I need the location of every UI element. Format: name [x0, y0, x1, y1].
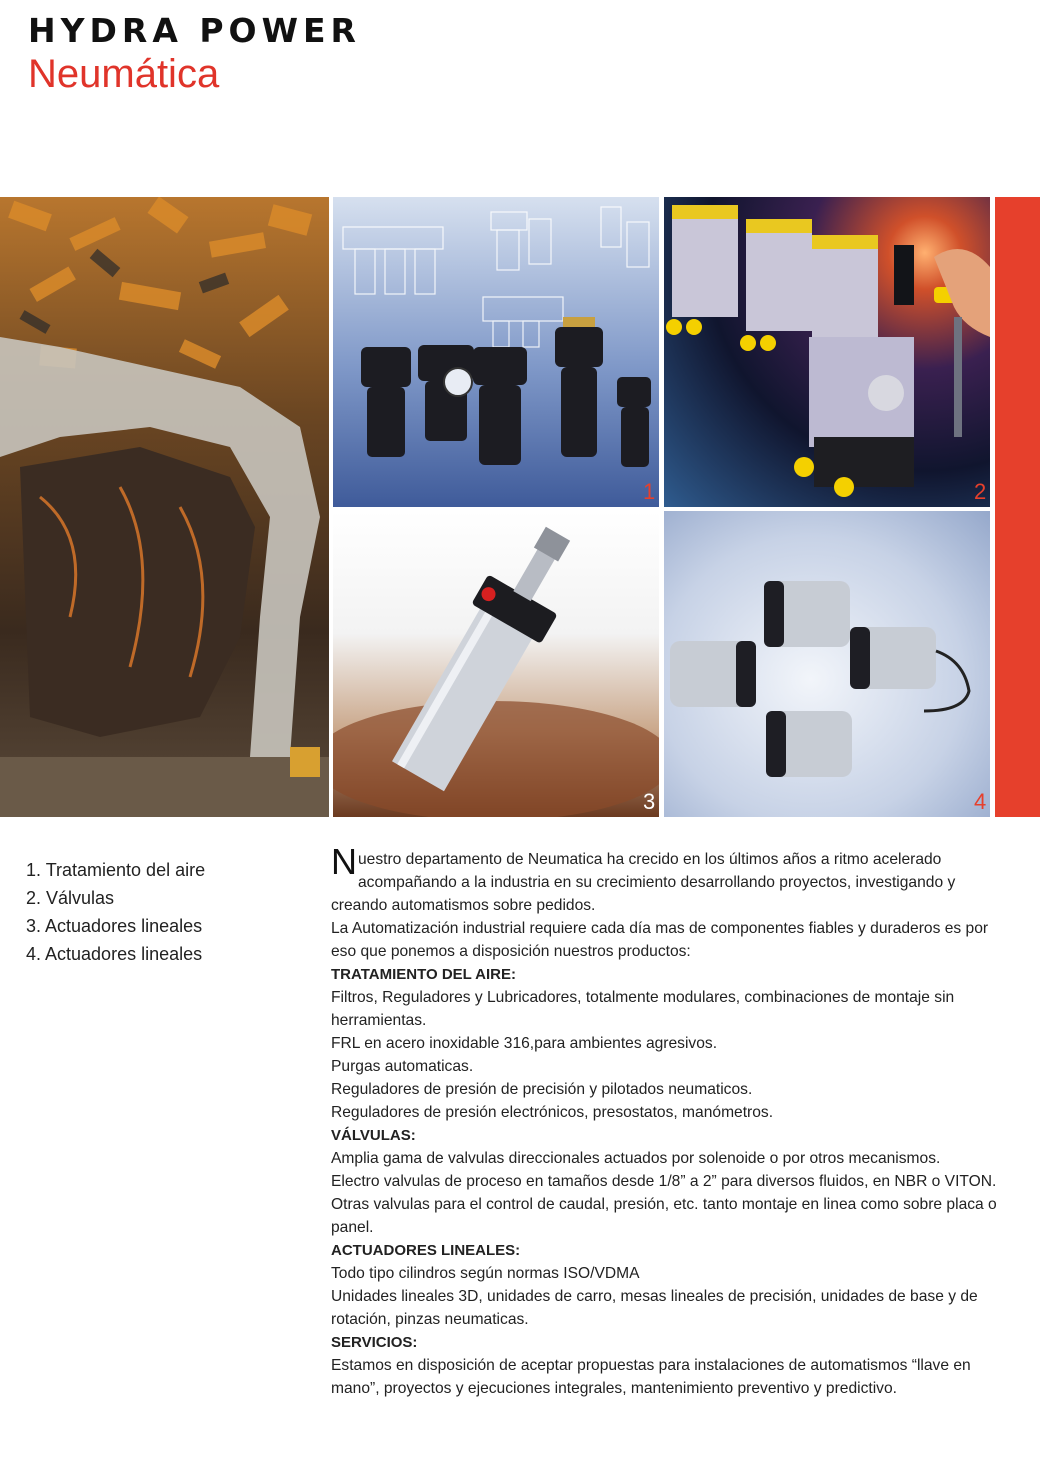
section-heading: VÁLVULAS:	[331, 1127, 416, 1144]
legend-item: 4. Actuadores lineales	[26, 944, 203, 964]
intro-paragraph: Nuestro departamento de Neumatica ha crecido en los últimos años a ritmo acelerado acompañando a la industria en su crecimiento desarrollando proyectos, investigando y creando automatismos sobre pedidos.	[331, 841, 956, 914]
photo-number-3: 3	[643, 789, 656, 814]
section-line: Todo tipo cilindros según normas ISO/VDMA	[331, 1265, 640, 1282]
factory-photo	[0, 197, 329, 817]
accent-bar	[995, 197, 1040, 817]
brand-title: HYDRA POWER	[28, 11, 361, 50]
legend-item: 3. Actuadores lineales	[26, 916, 203, 936]
legend-item: 1. Tratamiento del aire	[26, 860, 206, 880]
photo-number-4: 4	[974, 789, 987, 814]
compact-cylinders-photo	[664, 511, 990, 817]
cylinder-photo	[333, 511, 659, 817]
section-line: Electro valvulas de proceso en tamaños desde 1/8” a 2” para diversos fluidos, en NBR o VITON.	[331, 1173, 997, 1190]
section-line: Estamos en disposición de aceptar propuestas para instalaciones de automatismos “llave en mano”, proyectos y ejecuciones integrales, mantenimiento preventivo y predictivo.	[331, 1357, 971, 1397]
section-line: Amplia gama de valvulas direccionales actuados por solenoide o por otros mecanismos.	[331, 1150, 941, 1167]
section-line: Otras valvulas para el control de caudal, presión, etc. tanto montaje en linea como sobre placa o panel.	[331, 1196, 997, 1236]
section-heading: ACTUADORES LINEALES:	[331, 1242, 521, 1259]
section-line: Unidades lineales 3D, unidades de carro, mesas lineales de precisión, unidades de base y de rotación, pinzas neumaticas.	[331, 1288, 978, 1328]
valves-photo	[664, 197, 990, 507]
section-heading: SERVICIOS:	[331, 1334, 418, 1351]
body-text	[331, 841, 1013, 1400]
drop-cap: N	[331, 841, 357, 882]
section-line: FRL en acero inoxidable 316,para ambientes agresivos.	[331, 1035, 718, 1052]
photo-number-2: 2	[974, 479, 987, 504]
frl-units-photo	[333, 197, 659, 507]
section-line: Filtros, Reguladores y Lubricadores, totalmente modulares, combinaciones de montaje sin herramientas.	[331, 989, 955, 1029]
section-line: Reguladores de presión de precisión y pilotados neumaticos.	[331, 1081, 753, 1098]
photo-number-1: 1	[643, 479, 656, 504]
photo-legend	[26, 856, 205, 968]
intro-paragraph-2: La Automatización industrial requiere cada día mas de componentes fiables y duraderos es por eso que ponemos a disposición nuestros productos:	[331, 920, 989, 960]
section-line: Purgas automaticas.	[331, 1058, 474, 1075]
section-line: Reguladores de presión electrónicos, presostatos, manómetros.	[331, 1104, 774, 1121]
legend-item: 2. Válvulas	[26, 888, 115, 908]
section-heading: TRATAMIENTO DEL AIRE:	[331, 966, 516, 983]
page-subtitle: Neumática	[28, 52, 220, 96]
